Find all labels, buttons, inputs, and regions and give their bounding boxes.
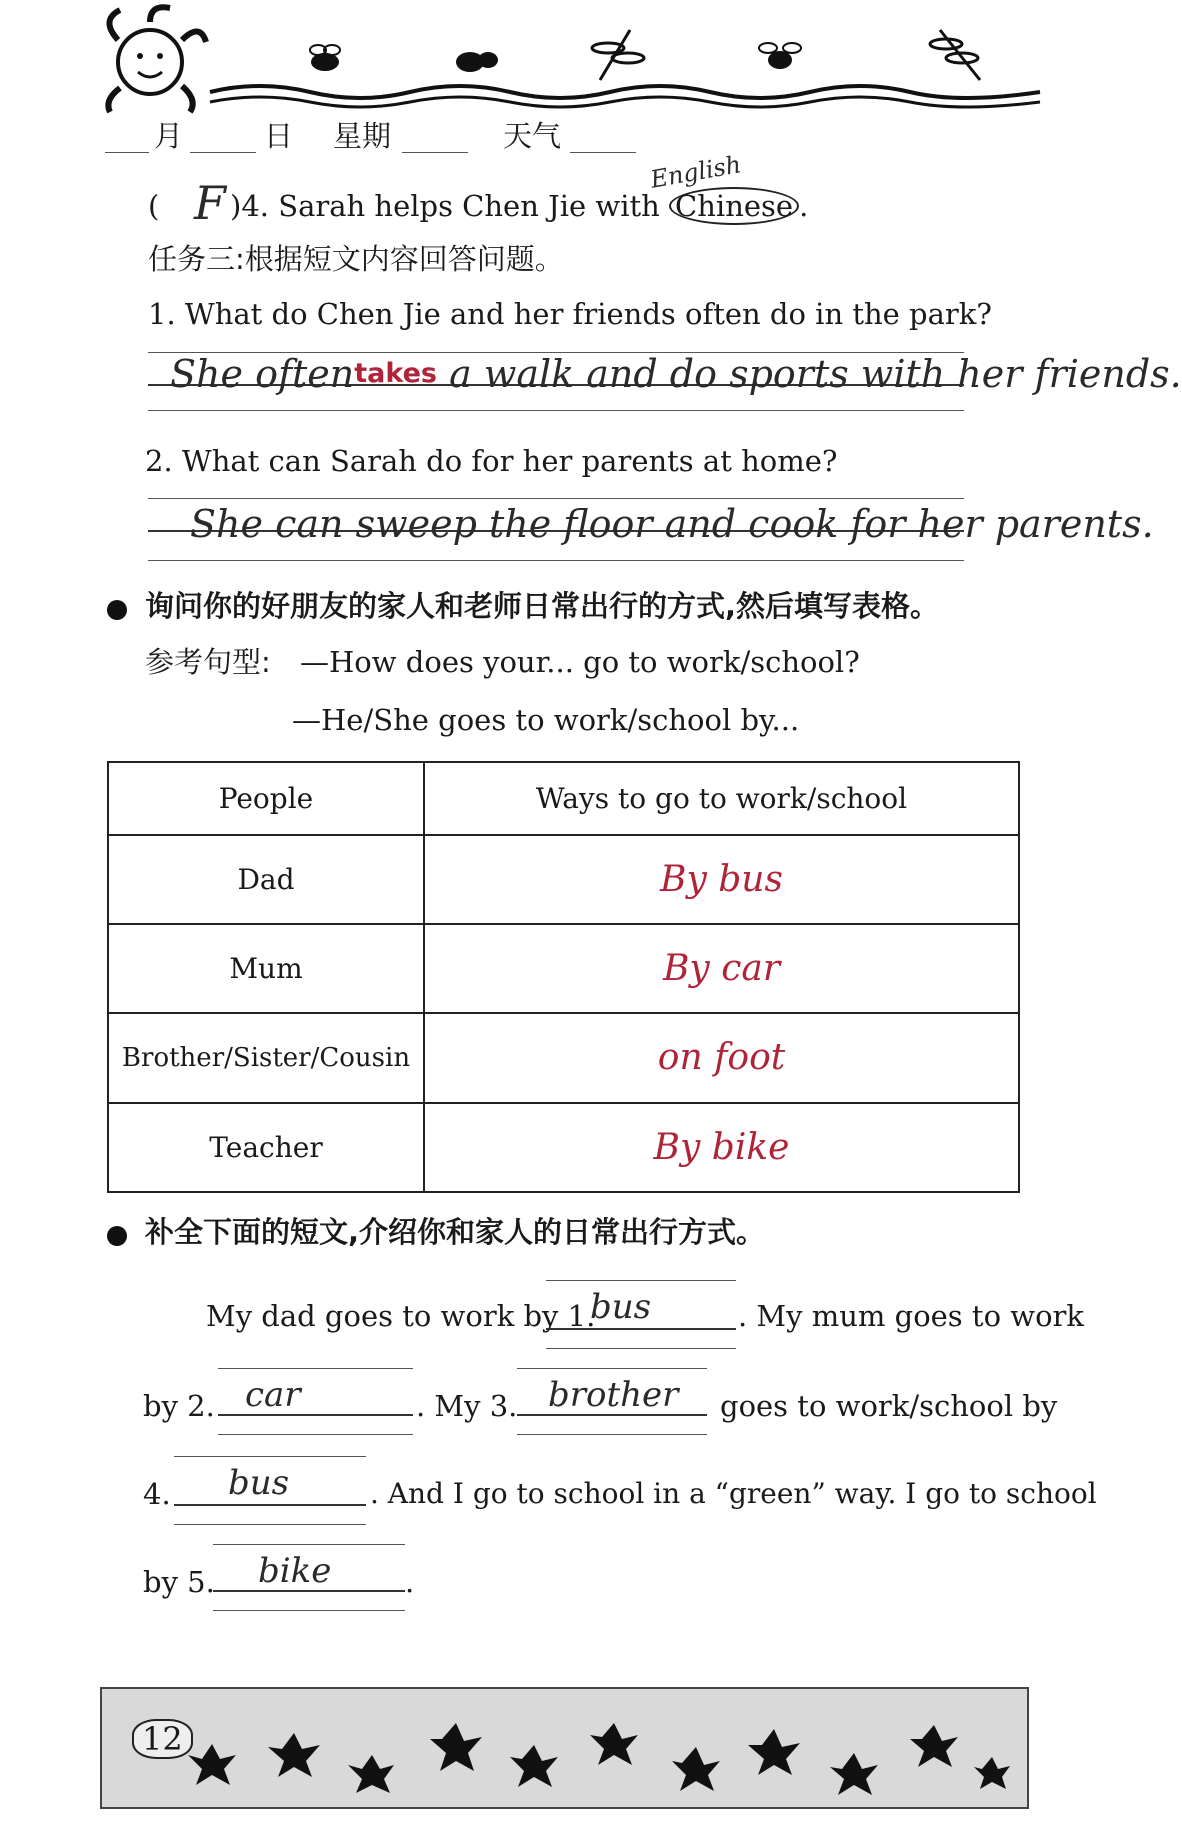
day-blank[interactable] (190, 152, 256, 153)
weather-blank[interactable] (570, 152, 636, 153)
page-number: 12 (132, 1719, 193, 1759)
blank-1-answer: bus (590, 1287, 652, 1327)
item4-answer[interactable]: F (194, 176, 226, 230)
blank-1[interactable] (546, 1328, 736, 1330)
ref-answer: —He/She goes to work/school by... (292, 703, 800, 737)
item4-period: . (799, 189, 809, 223)
dragonfly-icon (592, 30, 644, 80)
person-cell: Mum (108, 924, 424, 1013)
passage-line2-a: by 2. (143, 1389, 215, 1423)
blank-2-answer: car (245, 1375, 301, 1415)
table-row (108, 924, 1019, 1013)
ref-question: —How does your... go to work/school? (300, 645, 860, 679)
leaf-pattern-icon (102, 1689, 1027, 1807)
butterfly-icon (456, 52, 498, 72)
page-footer (100, 1687, 1029, 1809)
survey-bullet (107, 600, 127, 620)
question-1: 1. What do Chen Jie and her friends often do in the park? (148, 297, 992, 331)
survey-instruction: 询问你的好朋友的家人和老师日常出行的方式,然后填写表格。 (145, 589, 940, 623)
blank-2-top (218, 1368, 413, 1369)
person-cell: Teacher (108, 1103, 424, 1192)
item4-text-before: )4. Sarah helps Chen Jie with (230, 189, 670, 223)
answer-1-before: She often (170, 352, 355, 396)
weekday-label: 星期 (333, 119, 392, 153)
blank-4-answer: bus (228, 1463, 290, 1503)
dragonfly-icon-2 (930, 30, 980, 80)
answer-2-line-top (148, 498, 964, 499)
answer-1[interactable] (170, 352, 1182, 396)
passage-line2-b: . My 3. (416, 1389, 518, 1423)
passage-line3-b: . And I go to school in a “green” way. I go to school (370, 1477, 1097, 1510)
passage-bullet (107, 1226, 127, 1246)
blank-3-bottom (517, 1434, 707, 1435)
person-cell: Dad (108, 835, 424, 924)
bee-icon (310, 45, 340, 71)
way-cell[interactable]: By car (424, 924, 1019, 1013)
blank-5-answer: bike (258, 1551, 332, 1591)
task3-title: 任务三:根据短文内容回答问题。 (148, 242, 564, 276)
person-cell: Brother/Sister/Cousin (108, 1013, 424, 1102)
blank-4-bottom (174, 1524, 366, 1525)
table-header-row (108, 762, 1019, 835)
blank-5-top (213, 1544, 405, 1545)
header-people: People (108, 762, 424, 835)
ref-label: 参考句型: (145, 645, 271, 679)
item4-correction: English (648, 150, 744, 194)
weather-label: 天气 (503, 119, 562, 153)
question-2: 2. What can Sarah do for her parents at home? (145, 444, 838, 478)
passage-instruction: 补全下面的短文,介绍你和家人的日常出行方式。 (145, 1215, 766, 1249)
table-row (108, 835, 1019, 924)
ways-table (107, 761, 1020, 1193)
passage-line3-a: 4. (143, 1477, 171, 1511)
blank-5-bottom (213, 1610, 405, 1611)
blank-1-bottom (546, 1348, 736, 1349)
day-label: 日 (264, 119, 294, 153)
item4-circled-word: Chinese (669, 187, 799, 225)
weekday-blank[interactable] (402, 152, 468, 153)
answer-1-after: a walk and do sports with her friends. (437, 352, 1182, 396)
sun-icon (108, 7, 206, 112)
table-row (108, 1013, 1019, 1102)
header-ways: Ways to go to work/school (424, 762, 1019, 835)
fly-icon (759, 43, 801, 69)
month-blank[interactable] (105, 152, 149, 153)
header-decoration (0, 0, 1080, 120)
blank-2-bottom (218, 1434, 413, 1435)
passage-line4-a: by 5. (143, 1565, 215, 1599)
passage-line1-b: . My mum goes to work (738, 1299, 1084, 1333)
table-row (108, 1103, 1019, 1192)
answer-2-line-bottom (148, 560, 964, 561)
header-decoration-art (0, 0, 1080, 120)
item4-text (230, 189, 809, 223)
item4-open-paren: ( (148, 189, 160, 223)
blank-3-answer: brother (548, 1375, 679, 1415)
blank-3-top (517, 1368, 707, 1369)
blank-1-top (546, 1280, 736, 1281)
answer-1-line-bottom (148, 410, 964, 411)
way-cell[interactable]: By bus (424, 835, 1019, 924)
passage-line2-c: goes to work/school by (720, 1389, 1058, 1423)
blank-4-top (174, 1456, 366, 1457)
answer-1-insert: takes (354, 358, 437, 389)
blank-4[interactable] (174, 1504, 366, 1506)
way-cell[interactable]: on foot (424, 1013, 1019, 1102)
way-cell[interactable]: By bike (424, 1103, 1019, 1192)
answer-2[interactable]: She can sweep the floor and cook for her parents. (190, 502, 1154, 546)
passage-line1-a: My dad goes to work by 1. (206, 1299, 596, 1333)
month-label: 月 (154, 119, 184, 153)
passage-line4-b: . (405, 1565, 415, 1599)
